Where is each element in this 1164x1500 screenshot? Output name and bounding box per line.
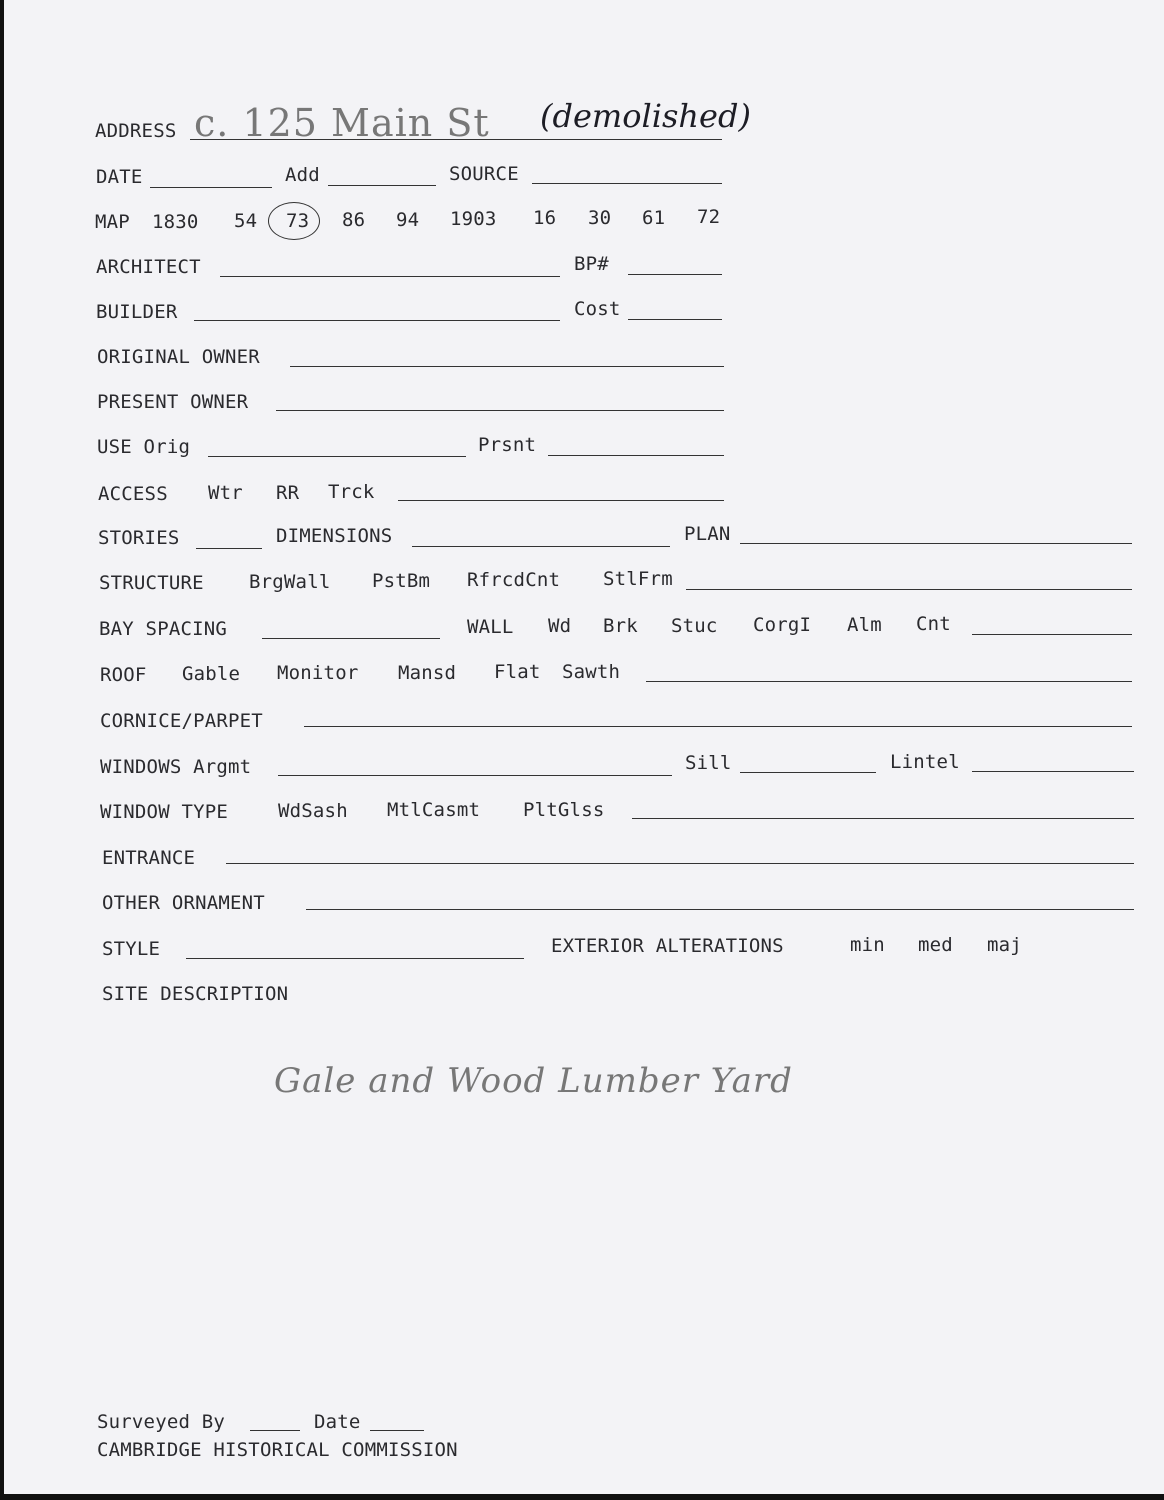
map-year-16: 16 bbox=[533, 207, 557, 229]
builder-line bbox=[194, 320, 560, 321]
entrance-line bbox=[226, 863, 1134, 864]
lintel-line bbox=[972, 771, 1134, 772]
footer-date-line bbox=[370, 1430, 424, 1431]
source-line bbox=[532, 183, 722, 184]
access-wtr: Wtr bbox=[208, 482, 243, 504]
alteration-maj: maj bbox=[987, 934, 1022, 956]
wall-wd: Wd bbox=[548, 615, 572, 637]
source-label: SOURCE bbox=[449, 163, 519, 185]
wall-stuc: Stuc bbox=[671, 615, 718, 637]
window-type-wdsash: WdSash bbox=[278, 800, 348, 822]
architect-line bbox=[220, 276, 560, 277]
plan-label: PLAN bbox=[684, 523, 731, 545]
structure-stlfrm: StlFrm bbox=[603, 568, 673, 590]
cost-line bbox=[628, 319, 722, 320]
commission-label: CAMBRIDGE HISTORICAL COMMISSION bbox=[97, 1439, 458, 1461]
sill-line bbox=[740, 772, 876, 773]
stories-line bbox=[196, 548, 262, 549]
map-label: MAP bbox=[95, 211, 130, 233]
map-year-1830: 1830 bbox=[152, 211, 199, 233]
site-description-value: Gale and Wood Lumber Yard bbox=[274, 1061, 793, 1101]
scan-edge-left bbox=[0, 0, 4, 1500]
roof-monitor: Monitor bbox=[277, 662, 359, 684]
map-year-72: 72 bbox=[697, 206, 721, 228]
structure-rfrcdcnt: RfrcdCnt bbox=[467, 569, 561, 591]
use-present-line bbox=[548, 455, 724, 456]
builder-label: BUILDER bbox=[96, 301, 178, 323]
use-orig-line bbox=[208, 456, 466, 457]
use-present-label: Prsnt bbox=[478, 434, 537, 456]
window-type-pltglss: PltGlss bbox=[523, 799, 605, 821]
bay-spacing-label: BAY SPACING bbox=[99, 618, 228, 640]
bp-label: BP# bbox=[574, 253, 609, 275]
windows-line bbox=[278, 775, 672, 776]
map-year-73: 73 bbox=[286, 210, 310, 232]
plan-line bbox=[740, 543, 1132, 544]
dimensions-label: DIMENSIONS bbox=[276, 525, 393, 547]
map-year-1903: 1903 bbox=[450, 208, 497, 230]
roof-flat: Flat bbox=[494, 661, 541, 683]
site-description-label: SITE DESCRIPTION bbox=[102, 983, 289, 1005]
date-line bbox=[150, 187, 272, 188]
structure-line bbox=[686, 589, 1132, 590]
style-label: STYLE bbox=[102, 938, 161, 960]
windows-label: WINDOWS Argmt bbox=[100, 756, 252, 778]
other-ornament-label: OTHER ORNAMENT bbox=[102, 892, 265, 914]
access-trck: Trck bbox=[328, 481, 375, 503]
cornice-line bbox=[304, 726, 1132, 727]
structure-label: STRUCTURE bbox=[99, 572, 204, 594]
map-year-61: 61 bbox=[642, 207, 666, 229]
map-year-86: 86 bbox=[342, 209, 366, 231]
wall-alm: Alm bbox=[847, 614, 882, 636]
map-year-30: 30 bbox=[588, 207, 612, 229]
address-note: (demolished) bbox=[540, 97, 751, 135]
access-line bbox=[398, 500, 724, 501]
map-year-54: 54 bbox=[234, 210, 258, 232]
original-owner-label: ORIGINAL OWNER bbox=[97, 346, 260, 368]
exterior-alterations-label: EXTERIOR ALTERATIONS bbox=[551, 935, 784, 957]
cost-label: Cost bbox=[574, 298, 621, 320]
access-rr: RR bbox=[276, 482, 300, 504]
architect-label: ARCHITECT bbox=[96, 256, 201, 278]
other-ornament-line bbox=[306, 909, 1134, 910]
sill-label: Sill bbox=[685, 752, 732, 774]
dimensions-line bbox=[412, 546, 670, 547]
roof-line bbox=[646, 681, 1132, 682]
bay-spacing-line bbox=[262, 638, 440, 639]
wall-brk: Brk bbox=[603, 615, 638, 637]
surveyed-by-line bbox=[250, 1430, 300, 1431]
wall-line bbox=[972, 634, 1132, 635]
original-owner-line bbox=[290, 366, 724, 367]
present-owner-label: PRESENT OWNER bbox=[97, 391, 249, 413]
roof-gable: Gable bbox=[182, 663, 241, 685]
add-label: Add bbox=[285, 164, 320, 186]
bp-line bbox=[628, 274, 722, 275]
structure-brgwall: BrgWall bbox=[249, 571, 331, 593]
use-label: USE Orig bbox=[97, 436, 191, 458]
address-label: ADDRESS bbox=[95, 120, 177, 142]
date-label: DATE bbox=[96, 166, 143, 188]
roof-label: ROOF bbox=[100, 664, 147, 686]
present-owner-line bbox=[276, 410, 724, 411]
access-label: ACCESS bbox=[98, 483, 168, 505]
map-year-94: 94 bbox=[396, 209, 420, 231]
window-type-mtlcasmt: MtlCasmt bbox=[387, 799, 481, 821]
alteration-med: med bbox=[918, 934, 953, 956]
roof-sawth: Sawth bbox=[562, 661, 621, 683]
style-line bbox=[186, 958, 524, 959]
surveyed-by-label: Surveyed By bbox=[97, 1411, 226, 1433]
window-type-line bbox=[632, 818, 1134, 819]
lintel-label: Lintel bbox=[890, 751, 960, 773]
wall-label: WALL bbox=[467, 616, 514, 638]
alteration-min: min bbox=[850, 934, 885, 956]
wall-cnt: Cnt bbox=[916, 613, 951, 635]
stories-label: STORIES bbox=[98, 527, 180, 549]
address-value: c. 125 Main St bbox=[194, 101, 490, 145]
add-line bbox=[328, 185, 436, 186]
entrance-label: ENTRANCE bbox=[102, 847, 196, 869]
roof-mansd: Mansd bbox=[398, 662, 457, 684]
structure-pstbm: PstBm bbox=[372, 570, 431, 592]
wall-corgi: CorgI bbox=[753, 614, 812, 636]
cornice-label: CORNICE/PARPET bbox=[100, 710, 263, 732]
footer-date-label: Date bbox=[314, 1411, 361, 1433]
scan-edge-bottom bbox=[0, 1494, 1164, 1500]
window-type-label: WINDOW TYPE bbox=[100, 801, 229, 823]
